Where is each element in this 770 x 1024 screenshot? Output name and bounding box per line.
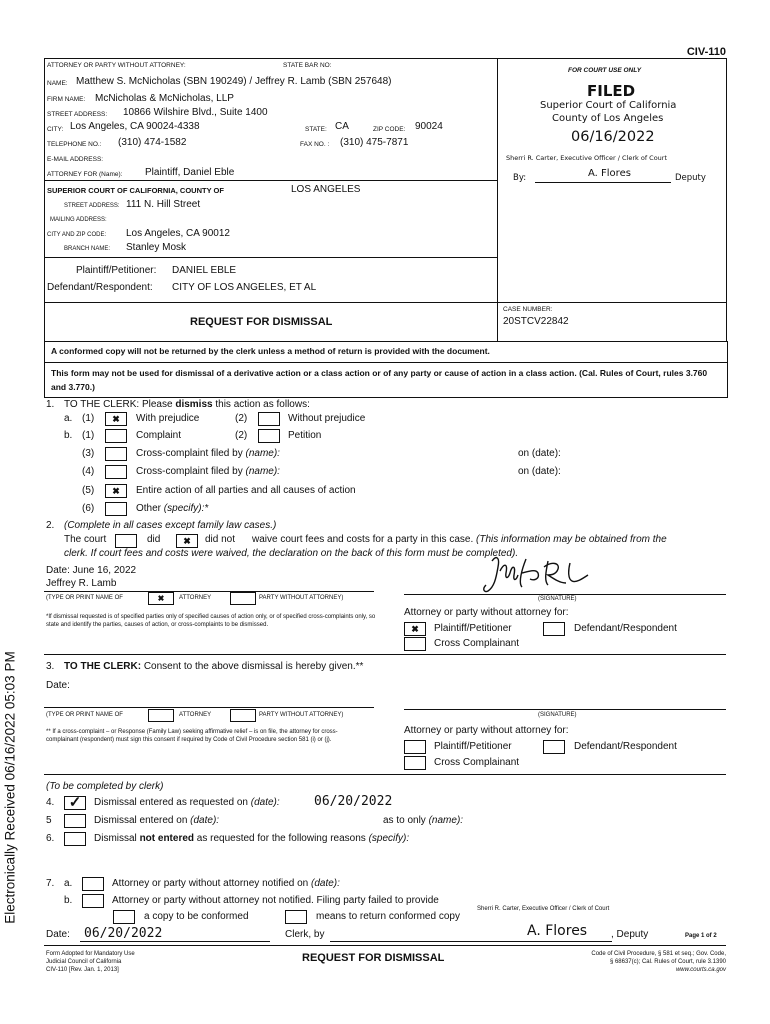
clerk-5-name: (name): <box>428 815 464 826</box>
clerk-5-num: 5 <box>46 815 52 826</box>
form-top-border <box>44 58 726 59</box>
s3-type-label: (TYPE OR PRINT NAME OF <box>46 712 123 718</box>
s7-b-label: b. <box>64 895 73 906</box>
s2-heading: (Complete in all cases except family law cases.) <box>64 520 277 531</box>
s3-signature-label: (SIGNATURE) <box>538 712 577 718</box>
s7-deputy: , Deputy <box>611 929 649 940</box>
cross-complaint-4-date: on (date): <box>518 466 561 477</box>
footer-left-3: CIV-110 [Rev. Jan. 1, 2013] <box>46 967 119 973</box>
s2-party-without-checkbox[interactable] <box>230 592 256 605</box>
s1-b5-num: (5) <box>82 485 95 496</box>
firm-name: McNicholas & McNicholas, LLP <box>95 93 234 104</box>
s3-plaintiff-checkbox[interactable] <box>404 740 426 754</box>
clerk-4-date: 06/20/2022 <box>314 794 393 809</box>
s7-clerk-line <box>330 941 612 942</box>
clerk-6-post: as requested for the following reasons <box>194 833 369 844</box>
s7-b-text: Attorney or party without attorney not notified. Filing party failed to provide <box>112 895 439 906</box>
s3-defendant-checkbox[interactable] <box>543 740 565 754</box>
filed-officer: Sherri R. Carter, Executive Officer / Clerk of Court <box>506 154 668 162</box>
clerk-heading: (To be completed by clerk) <box>46 781 164 792</box>
city-zip-label: CITY AND ZIP CODE: <box>47 232 107 238</box>
name-label: NAME: <box>47 80 68 87</box>
s3-attorney-for: Attorney or party without attorney for: <box>404 725 569 736</box>
complaint-checkbox[interactable] <box>105 429 127 443</box>
clerk-6-specify: (specify): <box>368 833 410 844</box>
s2-defendant-checkbox[interactable] <box>543 622 565 636</box>
s3-footnote: ** If a cross-complaint – or Response (Family Law) seeking affirmative relief – is on file, the attorney for cross-complainant (respondent) must sign this consent if required by Code of Civil Procedure section 581 (i) or (j). <box>46 729 338 743</box>
court-did-checkbox[interactable] <box>115 534 137 548</box>
derivative-notice: This form may not be used for dismissal of a derivative action or a class action or of any party or cause of action in a class action. (Cal. Rules of Court, rules 3.760 and 3.770.) <box>51 368 708 392</box>
s1-a2-num: (2) <box>235 413 248 424</box>
other-specify: (specify):* <box>163 503 209 514</box>
copy-conformed-label: a copy to be conformed <box>144 911 249 922</box>
cross-complaint-3-label <box>136 448 280 459</box>
cross-complaint-3-date: on (date): <box>518 448 561 459</box>
clerk-4-text <box>94 797 280 808</box>
conformed-notice: A conformed copy will not be returned by the clerk unless a method of return is provided with the document. <box>51 346 490 356</box>
footer-right-2: § 68637(c); Cal. Rules of Court, rule 3.1390 <box>609 959 726 965</box>
dismissal-not-entered-checkbox[interactable] <box>64 832 86 846</box>
footer-right-3: www.courts.ca.gov <box>675 967 726 973</box>
not-notified-checkbox[interactable] <box>82 894 104 908</box>
title-row-top <box>44 302 726 303</box>
clerk-5-label: Dismissal entered on <box>94 815 191 826</box>
s3-number: 3. <box>46 661 55 672</box>
s7-date-line <box>80 941 270 942</box>
means-return-label: means to return conformed copy <box>316 911 460 922</box>
other-label <box>136 503 208 514</box>
s3-signature-line <box>404 709 726 710</box>
complaint-label: Complaint <box>136 430 182 441</box>
s7-stamp-officer: Sherri R. Carter, Executive Officer / Clerk of Court <box>477 906 610 912</box>
clerk-4-num: 4. <box>46 797 55 808</box>
s7-date-label: Date: <box>46 929 70 940</box>
s1-b4-num: (4) <box>82 466 95 477</box>
s2-defendant-label: Defendant/Respondent <box>574 623 677 634</box>
cross-complaint-4-name: (name): <box>245 466 280 477</box>
attorney-state: CA <box>335 121 349 132</box>
s2-signature-line <box>404 594 726 595</box>
court-county: LOS ANGELES <box>291 184 361 195</box>
s3-party-without-label: PARTY WITHOUT ATTORNEY) <box>259 712 344 718</box>
plaintiff-label: Plaintiff/Petitioner: <box>76 265 157 276</box>
zip-label: ZIP CODE: <box>373 126 406 133</box>
s2-cross-label: Cross Complainant <box>434 638 520 649</box>
form-title: REQUEST FOR DISMISSAL <box>190 316 333 328</box>
clerk-6-pre: Dismissal <box>94 833 140 844</box>
court-city-zip: Los Angeles, CA 90012 <box>126 228 230 239</box>
dismissal-entered-checkbox[interactable]: ✓ <box>64 796 86 810</box>
s7-clerk-by: Clerk, by <box>285 929 325 940</box>
footer-right-1: Code of Civil Procedure, § 581 et seq.; Gov. Code, <box>591 951 726 957</box>
electronic-receipt-stamp: Electronically Received 06/16/2022 05:03 PM <box>2 651 18 924</box>
s3-bottom-rule <box>44 774 726 775</box>
s2-line2: clerk. If court fees and costs were waived, the declaration on the back of this form must be completed). <box>64 548 519 559</box>
s7-date: 06/20/2022 <box>84 926 163 941</box>
s3-date: Date: <box>46 680 70 691</box>
branch-label: BRANCH NAME: <box>64 246 111 252</box>
s7-a-label-text: Attorney or party without attorney notified on <box>112 878 311 889</box>
s1-b-label: b. <box>64 430 73 441</box>
s2-attorney-label: ATTORNEY <box>179 595 212 601</box>
petition-label: Petition <box>288 430 322 441</box>
s1-number: 1. <box>46 399 55 410</box>
derivative-notice-box <box>44 362 728 398</box>
s3-heading-bold: TO THE CLERK: <box>64 661 142 672</box>
s3-attorney-checkbox[interactable] <box>148 709 174 722</box>
dismissal-entered-on-checkbox[interactable] <box>64 814 86 828</box>
footer-left-2: Judicial Council of California <box>46 959 122 965</box>
court-did-not-checkbox[interactable]: ✖ <box>176 534 198 548</box>
mailing-address-label: MAILING ADDRESS: <box>50 217 107 223</box>
filed-court-line1: Superior Court of California <box>540 100 677 111</box>
conformed-notice-box <box>44 341 728 363</box>
form-right-border <box>726 58 727 341</box>
cross-complaint-3-name: (name): <box>245 448 280 459</box>
s2-waive-line <box>252 534 667 545</box>
s2-signature-label: (SIGNATURE) <box>538 596 577 602</box>
petition-checkbox[interactable] <box>258 429 280 443</box>
form-id: CIV-110 <box>686 46 726 58</box>
s1-b6-num: (6) <box>82 503 95 514</box>
court-street-label: STREET ADDRESS: <box>64 203 120 209</box>
s2-name-line <box>44 591 374 592</box>
clerk-6-text <box>94 833 409 844</box>
s2-court-word: The court <box>64 534 107 545</box>
court-block-divider <box>44 257 497 258</box>
without-prejudice-label: Without prejudice <box>288 413 366 424</box>
attorney-block-divider <box>44 180 497 181</box>
s2-number: 2. <box>46 520 55 531</box>
s1-a-label: a. <box>64 413 73 424</box>
s7-clerk-name: A. Flores <box>527 923 588 939</box>
page-number: Page 1 of 2 <box>685 933 717 939</box>
court-use-label: FOR COURT USE ONLY <box>568 67 642 74</box>
clerk-4-date-word: (date): <box>250 797 280 808</box>
s2-plaintiff-checkbox[interactable]: ✖ <box>404 622 426 636</box>
notified-checkbox[interactable] <box>82 877 104 891</box>
footer-left-1: Form Adopted for Mandatory Use <box>46 951 135 957</box>
footer-title: REQUEST FOR DISMISSAL <box>302 952 445 964</box>
s1-b3-num: (3) <box>82 448 95 459</box>
plaintiff-name: DANIEL EBLE <box>172 265 237 276</box>
clerk-6-num: 6. <box>46 833 55 844</box>
phone-label: TELEPHONE NO.: <box>47 141 102 148</box>
email-label: E-MAIL ADDRESS: <box>47 156 104 163</box>
s2-cross-checkbox[interactable] <box>404 637 426 651</box>
filed-deputy: Deputy <box>675 173 706 183</box>
s1-heading-post: this action as follows: <box>212 399 310 410</box>
other-checkbox[interactable] <box>105 502 127 516</box>
with-prejudice-label: With prejudice <box>136 413 200 424</box>
s1-b2-num: (2) <box>235 430 248 441</box>
s2-plaintiff-label: Plaintiff/Petitioner <box>434 623 512 634</box>
s3-party-without-checkbox[interactable] <box>230 709 256 722</box>
s2-attorney-checkbox[interactable]: ✖ <box>148 592 174 605</box>
cross-complaint-4-text: Cross-complaint filed by <box>136 466 246 477</box>
s2-bottom-rule <box>44 654 726 655</box>
attorney-for: Plaintiff, Daniel Eble <box>145 167 235 178</box>
s3-cross-label: Cross Complainant <box>434 757 520 768</box>
form-left-border <box>44 58 45 341</box>
s1-heading-bold: dismiss <box>175 399 213 410</box>
s3-cross-checkbox[interactable] <box>404 756 426 770</box>
filed-court-line2: County of Los Angeles <box>552 113 664 124</box>
court-branch: Stanley Mosk <box>126 242 187 253</box>
s3-heading-rest: Consent to the above dismissal is hereby given.** <box>141 661 364 672</box>
entire-action-checkbox[interactable]: ✖ <box>105 484 127 498</box>
case-number: 20STCV22842 <box>503 316 569 327</box>
attorney-name: Matthew S. McNicholas (SBN 190249) / Jeffrey R. Lamb (SBN 257648) <box>76 76 392 87</box>
cross-complaint-3-text: Cross-complaint filed by <box>136 448 246 459</box>
filed-stamp: FILED <box>587 82 636 100</box>
attorney-zip: 90024 <box>415 121 443 132</box>
s2-did-not: did not <box>205 534 236 545</box>
s7-a-date: (date): <box>311 878 340 889</box>
attorney-city: Los Angeles, CA 90024-4338 <box>70 121 200 132</box>
s2-date: Date: June 16, 2022 <box>46 565 137 576</box>
clerk-5-only-label: as to only <box>383 815 429 826</box>
attorney-for-label: ATTORNEY FOR (Name): <box>47 171 123 178</box>
s2-waive: waive court fees and costs for a party in this case. <box>252 534 474 545</box>
s2-party-without-label: PARTY WITHOUT ATTORNEY) <box>259 595 344 601</box>
state-label: STATE: <box>305 126 327 133</box>
attorney-fax: (310) 475-7871 <box>340 137 409 148</box>
court-header-label: SUPERIOR COURT OF CALIFORNIA, COUNTY OF <box>47 186 224 195</box>
without-prejudice-checkbox[interactable] <box>258 412 280 426</box>
firm-label: FIRM NAME: <box>47 96 86 103</box>
footer-rule <box>44 945 726 946</box>
clerk-4-label: Dismissal entered as requested on <box>94 797 251 808</box>
filed-by-name: A. Flores <box>588 168 631 179</box>
s2-waive-italic: (This information may be obtained from the <box>476 534 667 545</box>
fax-label: FAX NO. : <box>300 141 330 148</box>
s7-a-label: a. <box>64 878 73 889</box>
entire-action-label: Entire action of all parties and all causes of action <box>136 485 356 496</box>
s2-did: did <box>147 534 161 545</box>
city-label: CITY: <box>47 126 64 133</box>
s3-defendant-label: Defendant/Respondent <box>574 741 677 752</box>
attorney-signature <box>478 553 598 595</box>
cross-complaint-3-checkbox[interactable] <box>105 447 127 461</box>
other-text: Other <box>136 503 164 514</box>
s3-plaintiff-label: Plaintiff/Petitioner <box>434 741 512 752</box>
s3-heading <box>64 661 363 672</box>
clerk-6-bold: not entered <box>139 833 195 844</box>
attorney-street: 10866 Wilshire Blvd., Suite 1400 <box>123 107 268 118</box>
state-bar-label: STATE BAR NO: <box>283 62 332 69</box>
clerk-5-only <box>383 815 463 826</box>
attorney-phone: (310) 474-1582 <box>118 137 187 148</box>
s3-attorney-label: ATTORNEY <box>179 712 212 718</box>
filed-date: 06/16/2022 <box>571 129 655 145</box>
street-label: STREET ADDRESS: <box>47 111 108 118</box>
filed-by-label: By: <box>513 173 527 183</box>
s2-type-label: (TYPE OR PRINT NAME OF <box>46 595 123 601</box>
cross-complaint-4-checkbox[interactable] <box>105 465 127 479</box>
attorney-header-label: ATTORNEY OR PARTY WITHOUT ATTORNEY: <box>47 62 186 69</box>
clerk-5-date-word: (date): <box>190 815 220 826</box>
s3-name-line <box>44 707 374 708</box>
defendant-label: Defendant/Respondent: <box>47 282 153 293</box>
s7-a-text <box>112 878 340 889</box>
s1-heading-pre: TO THE CLERK: Please <box>64 399 176 410</box>
clerk-5-text <box>94 815 219 826</box>
s1-heading <box>64 399 310 410</box>
s1-a1-num: (1) <box>82 413 95 424</box>
means-return-checkbox[interactable] <box>285 910 307 924</box>
filed-by-line <box>535 182 671 183</box>
with-prejudice-checkbox[interactable]: ✖ <box>105 412 127 426</box>
s2-printed-name: Jeffrey R. Lamb <box>46 578 117 589</box>
cross-complaint-4-label <box>136 466 280 477</box>
copy-conformed-checkbox[interactable] <box>113 910 135 924</box>
court-street: 111 N. Hill Street <box>126 199 201 210</box>
s1-b1-num: (1) <box>82 430 95 441</box>
s7-number: 7. <box>46 878 55 889</box>
court-use-divider <box>497 58 498 341</box>
case-number-label: CASE NUMBER: <box>503 306 553 313</box>
s2-footnote: *If dismissal requested is of specified parties only of specified causes of action only, or of specified cross-complaints only, so state and identify the parties, causes of action, or cross-complaints to be dismissed. <box>46 614 376 628</box>
defendant-name: CITY OF LOS ANGELES, ET AL <box>172 282 317 293</box>
s2-attorney-for: Attorney or party without attorney for: <box>404 607 569 618</box>
